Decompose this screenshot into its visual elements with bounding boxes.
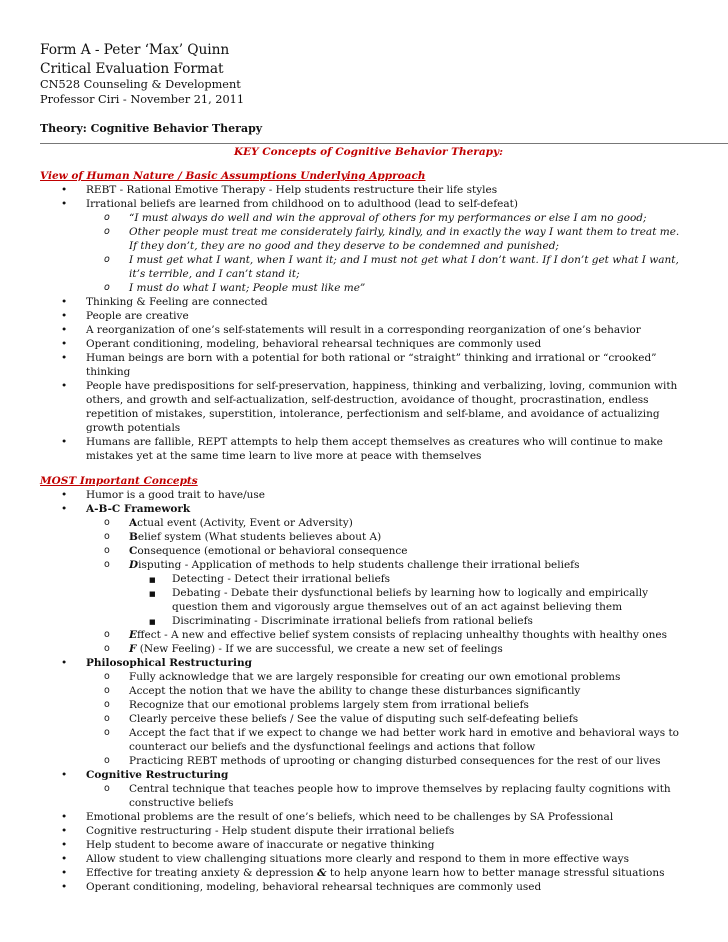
list-item: • A reorganization of one’s self-statements will result in a corresponding reorganization of one’s behavior xyxy=(61,324,641,336)
list-item: o Other people must treat me considerately fairly, kindly, and in exactly the way I want them to treat me. If they don’t, they are no good and they deserve to be condemned and punished; xyxy=(104,226,680,252)
form-subtitle: Critical Evaluation Format xyxy=(40,60,224,77)
list-item: o Practicing REBT methods of uprooting or changing disturbed consequences for the rest of our lives xyxy=(104,755,661,767)
list-item: • People are creative xyxy=(61,310,189,322)
list-item: o “I must always do well and win the approval of others for my performances or else I am no good; xyxy=(104,212,647,224)
list-item: o Effect - A new and effective belief system consists of replacing unhealthy thoughts with healthy ones xyxy=(104,629,667,641)
list-item: • Operant conditioning, modeling, behavioral rehearsal techniques are commonly used xyxy=(61,338,542,350)
philosophical-sublist xyxy=(86,670,688,768)
list-item: o Disputing - Application of methods to help students challenge their irrational beliefs ■ Detecting - Detect their irrational beliefs ■ Debating - Debate their dysfunctional beliefs by learning how to logically and empirically question them and vigorously argue themselves out of an act against believing them ■ Discriminating - Discriminate irrational beliefs from rational beliefs xyxy=(40,558,688,628)
course-line: CN528 Counseling & Development xyxy=(40,78,241,91)
list-item: • Philosophical Restructuring o Fully acknowledge that we are largely responsible for creating our own emotional problems o Accept the notion that we have the ability to change these disturbances significantly o Recognize that our emotional problems largely stem from irrational beliefs o Clearly perceive these beliefs / See the value of disputing such self-defeating beliefs o Accept the fact that if we expect to change we had better work hard in emotive and behavioral ways to counteract our beliefs and the dysfunctional feelings and actions that follow o Practicing REBT methods of uprooting or changing disturbed consequences for the rest of our lives xyxy=(40,656,688,768)
list-item: • Humor is a good trait to have/use xyxy=(61,489,266,501)
list-item: o Clearly perceive these beliefs / See the value of disputing such self-defeating beliefs xyxy=(104,713,579,725)
list-item: ■ Detecting - Detect their irrational beliefs xyxy=(149,573,391,585)
list-item: o Belief system (What students believes about A) xyxy=(104,531,382,543)
list-item: ■ Discriminating - Discriminate irrational beliefs from rational beliefs xyxy=(149,615,533,627)
list-item: • Thinking & Feeling are connected xyxy=(61,296,268,308)
cognitive-sublist xyxy=(86,782,688,810)
theory-heading: Theory: Cognitive Behavior Therapy xyxy=(40,122,263,135)
section-heading-human-nature: View of Human Nature / Basic Assumptions Underlying Approach xyxy=(40,170,426,182)
list-item: o Actual event (Activity, Event or Adversity) xyxy=(104,517,353,529)
disputing-sublist xyxy=(129,572,688,628)
section-heading-most-important: MOST Important Concepts xyxy=(40,475,198,487)
list-item: ■ Debating - Debate their dysfunctional beliefs by learning how to logically and empirically question them and vigorously argue themselves out of an act against believing them xyxy=(149,587,649,613)
irrational-beliefs-sublist xyxy=(86,211,688,295)
list-item: o I must get what I want, when I want it; and I must not get what I don’t want. If I don’t get what I want, it’s terrible, and I can’t stand it; xyxy=(104,254,679,280)
list-item: • Effective for treating anxiety & depression & to help anyone learn how to better manage stressful situations xyxy=(61,867,665,879)
list-item: o Recognize that our emotional problems largely stem from irrational beliefs xyxy=(104,699,529,711)
list-item: • Help student to become aware of inaccurate or negative thinking xyxy=(61,839,435,851)
cognitive-restructuring-title: Cognitive Restructuring xyxy=(86,769,229,781)
abc-sublist xyxy=(86,516,688,656)
list-item: • Emotional problems are the result of one’s beliefs, which need to be challenges by SA Professional xyxy=(61,811,614,823)
philosophical-restructuring-title: Philosophical Restructuring xyxy=(86,657,252,669)
list-item: o Fully acknowledge that we are largely responsible for creating our own emotional problems xyxy=(104,671,621,683)
form-title: Form A - Peter ‘Max’ Quinn xyxy=(40,42,230,58)
list-item: • Humans are fallible, REPT attempts to help them accept themselves as creatures who will continue to make mistakes yet at the same time learn to live more at peace with themselves xyxy=(61,436,663,462)
list-item: • REBT - Rational Emotive Therapy - Help students restructure their life styles xyxy=(61,184,498,196)
abc-framework-title: A-B-C Framework xyxy=(86,503,191,515)
human-nature-list xyxy=(40,183,688,463)
list-item: • People have predispositions for self-preservation, happiness, thinking and verbalizing, loving, communion with others, and growth and self-actualization, self-destruction, avoidance of thought, procrastination, endless repetition of mistakes, superstition, intolerance, perfectionism and self-blame, and avoidance of actualizing growth potentials xyxy=(61,380,678,434)
list-item: • Operant conditioning, modeling, behavioral rehearsal techniques are commonly used xyxy=(61,881,542,893)
horizontal-rule xyxy=(40,143,728,144)
list-item: o Accept the fact that if we expect to change we had better work hard in emotive and behavioral ways to counteract our beliefs and the dysfunctional feelings and actions that follow xyxy=(104,727,679,753)
list-item: o Consequence (emotional or behavioral consequence xyxy=(104,545,408,557)
list-item: o Central technique that teaches people how to improve themselves by replacing faulty cognitions with constructive beliefs xyxy=(104,783,671,809)
professor-line: Professor Ciri - November 21, 2011 xyxy=(40,92,245,106)
list-item: • Cognitive Restructuring o Central technique that teaches people how to improve themselves by replacing faulty cognitions with constructive beliefs xyxy=(40,768,688,810)
list-item: • Human beings are born with a potential for both rational or “straight” thinking and irrational or “crooked” thinking xyxy=(61,352,657,378)
list-item: o F (New Feeling) - If we are successful, we create a new set of feelings xyxy=(104,643,503,655)
key-concepts-heading: KEY Concepts of Cognitive Behavior Therapy: xyxy=(234,146,503,158)
list-item: o I must do what I want; People must like me” xyxy=(104,282,366,294)
list-item: • Irrational beliefs are learned from childhood on to adulthood (lead to self-defeat) o “I must always do well and win the approval of others for my performances or else I am no good; o Other people must treat me considerately fairly, kindly, and in exactly the way I want them to treat me. If they don’t, they are no good and they deserve to be condemned and punished; o I must get what I want, when I want it; and I must not get what I don’t want. If I don’t get what I want, it’s terrible, and I can’t stand it; o I must do what I want; People must like me” xyxy=(40,197,688,295)
important-concepts-list xyxy=(40,488,688,894)
list-item: o Accept the notion that we have the ability to change these disturbances significantly xyxy=(104,685,581,697)
list-item: • A-B-C Framework o Actual event (Activity, Event or Adversity) o Belief system (What students believes about A) o Consequence (emotional or behavioral consequence o Disputing - Application of methods to help students challenge their irrational beliefs ■ Detecting - Detect their irrational beliefs ■ Debating - Debate their dysfunctional beliefs by learning how to logically and empirically question them and vigorously argue themselves out of an act against believing them ■ Discriminating - Discriminate irrational beliefs from rational beliefs o Effect - A new and effective belief system consists of replacing unhealthy thoughts with healthy ones o F (New Feeling) - If we are successful, we create a new set of feelings xyxy=(40,502,688,656)
list-item: • Cognitive restructuring - Help student dispute their irrational beliefs xyxy=(61,825,455,837)
document-page xyxy=(40,41,688,894)
list-item: • Allow student to view challenging situations more clearly and respond to them in more effective ways xyxy=(61,853,630,865)
